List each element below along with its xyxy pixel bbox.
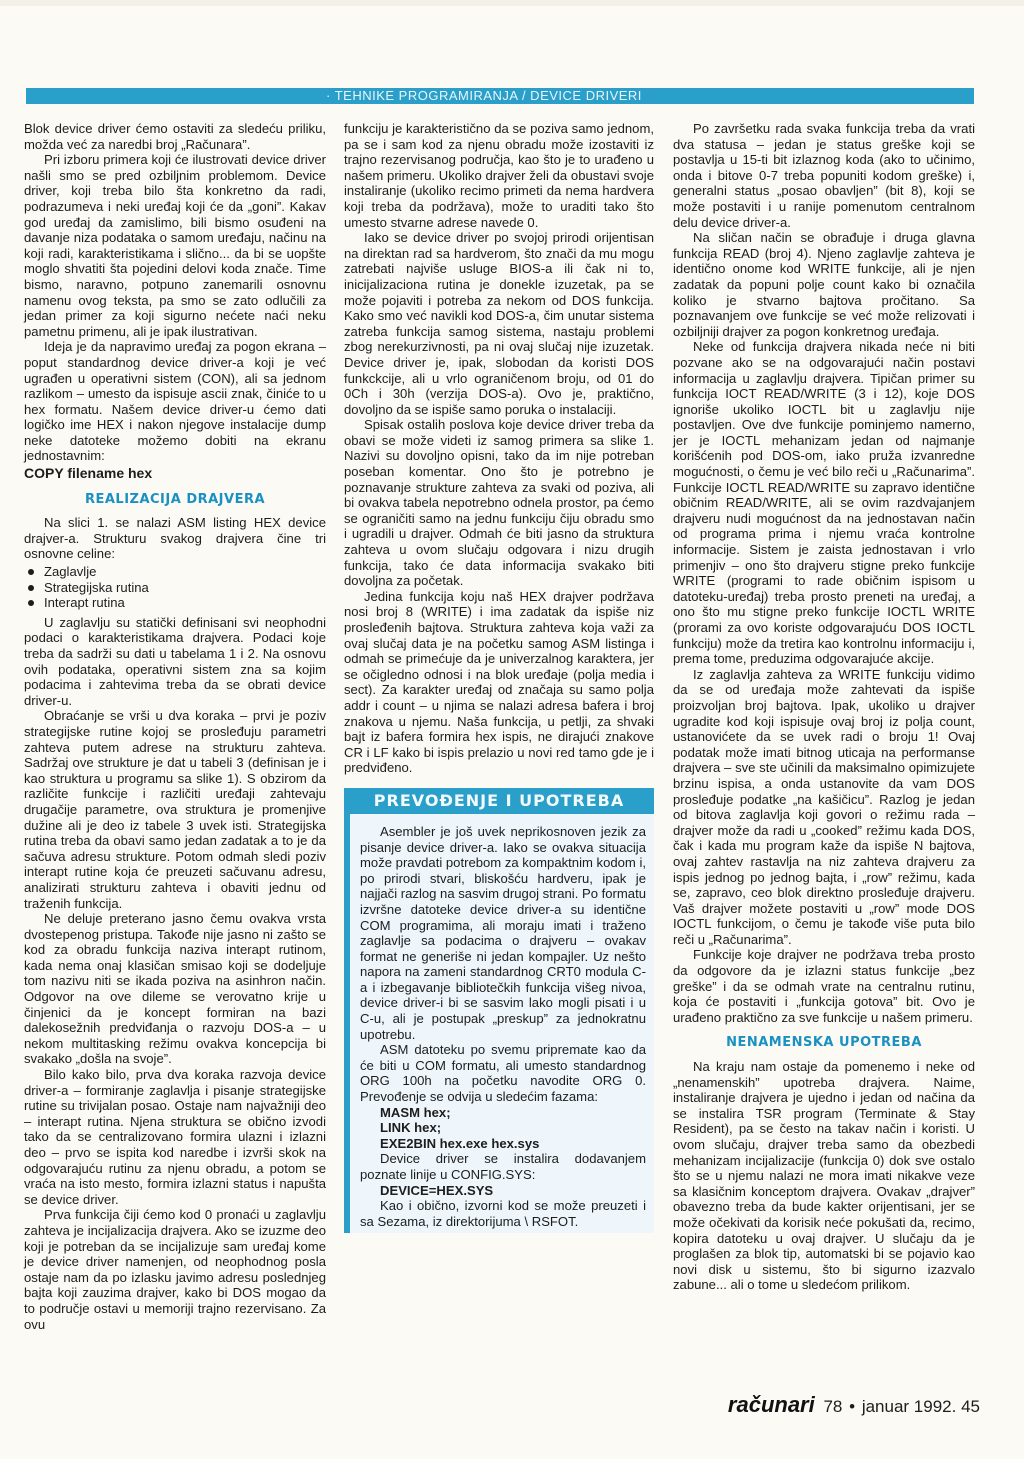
paragraph: Neke od funkcija drajvera nikada neće ni biti pozvane ako se na odgovarajući način postavi informacija u zaglavlju drajvera. Tipičan primer su funkcija IOCT READ/WRITE (3 i 12), koje DOS ignoriše ukoliko IOCTL bit u zaglavlju nije postavljen. Ove dve funkcije pominjemo namerno, jer je IOCTL mehanizam jedan od najmanje korišćenih pod DOS-om, iako pruža izvanredne mogućnosti, o čemu je već bilo reči u „Računarima”. Funkcije IOCTL READ/WRITE su zapravo identične običnim READ/WRITE, ali se ovim razdvajanjem drajveru nudi mogućnost da na jednostavan način od programa prima i njemu vraća kontrolne informacije. Sistem je zaista jednostavan i vrlo primenjiv – ono što drajveru stigne preko funkcije WRITE (programi to rade običnim ispisom u datoteku-uređaj) treba prosto preneti na uređaj, a ono što mu stigne preko funkcije IOCTL WRITE (prorami za ovo koriste odgovarajuću DOS IOCTL funkciju) može da tretira kao kontrolnu informaciju i, prema tome, preduzima odgovarajuće akcije. xyxy=(673,339,975,667)
paragraph: U zaglavlju su statički definisani svi neophodni podaci o karakteristikama drajvera. Podaci koje treba da sadrži su dati u tabelama 1 i 2. Na osnovu ovih podataka, operativni sistem zna sa kojim podacima i zahtevima treba da se obrati device driver-u. xyxy=(24,614,326,708)
list-item: Zaglavlje xyxy=(24,564,326,580)
paragraph: Pri izboru primera koji će ilustrovati device driver našli smo se pred ozbiljnim problemom. Device driver, koji treba bilo šta konkretno da radi, podrazumeva i neki uređaj koji će da „goni”. Kakav god uređaj da zamislimo, bili bismo osuđeni na davanje niza podataka o samom uređaju, načinu na koji radi, karakteristikama i slično... da bi se uopšte moglo shvatiti šta pojedini delovi koda znače. Time bismo, naravno, potpuno zanemarili osnovnu namenu ovog teksta, pa smo se zato odlučili za jedan primer za koji sigurno nećete naći neku pametnu primenu, ali je ipak ilustrativan. xyxy=(24,152,326,339)
command-example: COPY filename hex xyxy=(24,465,153,482)
section-heading: REALIZACIJA DRAJVERA xyxy=(84,491,266,507)
magazine-logo: računari xyxy=(727,1392,815,1417)
paragraph: Na sličan način se obrađuje i druga glavna funkcija READ (broj 4). Njeno zaglavlje zahteva je identično onome kod WRITE funkcije, ali je njen zadatak da popuni polje count kako bi označila koliko je stvarno bajtova pročitano. Sa poznavanjem ove funkcije se već može relizovati i ozbiljniji drajver za pogon konkretnog uređaja. xyxy=(673,230,975,339)
paragraph: Ne deluje preterano jasno čemu ovakva vrsta dvostepenog pristupa. Takođe nije jasno ni zašto se kod za obradu funkcija naziva interapt rutinom, kada nema onaj klasičan smisao koji se dodeljuje tom nazivu niti se ikada poziva na asinhron način. Odgovor na ove dileme se verovatno krije u činjenici da je koncept formiran na bazi dalekosežnih predviđanja o razvoju DOS-a – u nekom multitasking režimu ovakva koncepcija bi svakako „došla na svoje”. xyxy=(24,911,326,1067)
paragraph: Iako se device driver po svojoj prirodi orijentisan na direktan rad sa hardverom, što znači da mu mogu zatrebati najviše usluge BIOS-a ili čak ni to, inicijalizaciona rutina je donekle izuzetak, pa se može pojaviti i potreba za nekom od DOS funkcija. Kako smo već navikli kod DOS-a, čim unutar sistema zatreba funkcija samog sistema, nastaju problemi zbog nerekurzivnosti, pa ni ovaj slučaj nije izuzetak. Device driver je, ipak, slobodan da koristi DOS funkckcije, ali u vrlo ograničenom broju, od 01 do 0Ch i 30h (verzija DOS-a). Ovo je, praktično, dovoljno da se ispiše samo poruka o instalaciji. xyxy=(344,230,654,417)
page-top-edge xyxy=(0,0,1024,6)
paragraph: Bilo kako bilo, prva dva koraka razvoja device driver-a – formiranje zaglavlja i pisanje strategijske rutine su trivijalan posao. Ostaje nam najvažniji deo – interapt rutina. Njena struktura se obično izvodi tako da se centralizovano formira ulazni i izlazni deo – prvo se ispita kod naredbe i izvrši skok na odgovarajuću rutinu za njenu obradu, a potom se vraća na isto mesto, formira izlazni status i napušta se device driver. xyxy=(24,1067,326,1207)
issue-date: januar 1992. xyxy=(861,1397,957,1416)
section-title: · TEHNIKE PROGRAMIRANJA / DEVICE DRIVERI xyxy=(326,88,642,103)
paragraph: Obraćanje se vrši u dva koraka – prvi je poziv strategijske rutine kojoj se prosleđuju parametri zahteva putem adrese na strukturu zahteva. Sadržaj ove strukture je dat u tabeli 3 (definisan je i kao struktura u programu sa slike 1). S obzirom da različite funkcije i različiti uređaji zahtevaju drugačije parametre, ova struktura je promenjive dužine ali je deo iz tabele 3 uvek isti. Strategijska rutina treba da obavi samo jedan zadatak a to je da sačuva adresu strukture. Potom odmah sledi poziv interapt rutine koja će preuzeti sačuvanu adresu, analizirati strukturu zahteva i obaviti jednu od traženih funkcija. xyxy=(24,708,326,911)
command-line: LINK hex; xyxy=(380,1120,442,1136)
paragraph: Na slici 1. se nalazi ASM listing HEX device drajver-a. Strukturu svakog drajvera čine tri osnovne celine: xyxy=(24,515,326,562)
sidebar-box xyxy=(344,788,654,1233)
command-line: EXE2BIN hex.exe hex.sys xyxy=(380,1135,540,1151)
paragraph: Jedina funkcija koju naš HEX drajver podržava nosi broj 8 (WRITE) i ima zadatak da ispiše niz prosleđenih bajtova. Struktura zahteva koja važi za ovaj slučaj data je na početku samog ASM listinga i odmah se primećuje da je univerzalnog karaktera, jer se očigledno odnosi i na blok uređaje (polja media i sect). Za karakter uređaj od značaja su samo polja addr i count – u njima se nalazi adresa bafera i broj znakova u njemu. Naša funkcija, u petlji, za shvaki bajt iz bafera formira hex ispis, ne dirajući znakove CR i LF kako bi ispis prelazio u novi red tamo gde je i predviđeno. xyxy=(344,588,654,776)
paragraph: Asembler je još uvek neprikosnoven jezik za pisanje device driver-a. Iako se ovakva situacija može pravdati potrebom za kompaktnim kodom i, po prirodi stvari, bliskošću hardveru, ipak je najjači razlog na sasvim drugoj strani. Po formatu izvršne datoteke device driver-a su identične COM programima, ali moraju imati i traženo zaglavlje sa podacima o drajveru – ovakav format ne generiše ni jedan kompajler. Uz nešto napora na zameni standardnog CRT0 modula C-a i izbegavanje bibliotečkih funkcija višeg nivoa, device driver-i bi se sasvim lako mogli pisati i u C-u, ali je postupak „preskup” za jednokratnu upotrebu. xyxy=(360,823,647,1042)
paragraph: Na kraju nam ostaje da pomenemo i neke od „nenamenskih” upotreba drajvera. Naime, instaliranje drajvera je ujedno i jedan od načina da se instalira TSR program (Terminate & Stay Resident), pa se često na takav način i koristi. U ovom slučaju, drajver treba samo da obezbedi mehanizam incijalizacije (funkcija 0) dok sve ostalo što se u njemu nalazi ne mora imati nikakve veze sa klasičnim konceptom drajvera. Ovakav „drajver” obavezno treba da bude kakter orijentisani, jer se može očekivati da korisik neće pokušati da, recimo, kopira datoteku u ovaj drajver. U slučaju da je proglašen za blok tip, automatski bi se pojavio kao novi disk u sistemu, što bi sigurno izazvalo zabune... ali o tome u sledećom prilikom. xyxy=(673,1059,975,1293)
paragraph: Ideja je da napravimo uređaj za pogon ekrana – poput standardnog device driver-a koji je već ugrađen u operativni sistem (CON), ali sa jednom razlikom – umesto da ispisuje ascii znak, činiće to u hex formatu. Našem device driver-u ćemo dati logičko ime HEX i nakon njegove instalacije dump neke datoteke možemo dobiti na ekranu jednostavnim: xyxy=(24,339,326,464)
issue-number: 78 xyxy=(823,1397,843,1416)
section-heading: NENAMENSKA UPOTREBA xyxy=(726,1035,922,1051)
paragraph: ASM datoteku po svemu pripremate kao da će biti u COM formatu, ali umesto standardnog ORG 100h na početku navodite ORG 0. Prevođenje se odvija u sledećim fazama: xyxy=(360,1042,646,1105)
paragraph: Kao i obično, izvorni kod se može preuzeti i sa Sezama, iz direktorijuma \ RSFOT. xyxy=(360,1198,646,1229)
page-number: 45 xyxy=(961,1397,980,1416)
bullet-separator: • xyxy=(849,1397,856,1416)
paragraph: Device driver se instalira dodavanjem poznate linije u CONFIG.SYS: xyxy=(360,1151,646,1182)
list-item: Interapt rutina xyxy=(24,595,326,611)
list-item: Strategijska rutina xyxy=(24,580,326,596)
box-title: PREVOĐENJE I UPOTREBA xyxy=(344,788,654,814)
config-line: DEVICE=HEX.SYS xyxy=(380,1182,494,1198)
paragraph: Iz zaglavlja zahteva za WRITE funkciju vidimo da se od uređaja može zahtevati da ispiše proizvoljan broj bajtova. Ipak, ukoliko u drajver ugradite kod koji ispisuje ovaj broj iz polja count, ustanovićete da se uvek radi o broju 1! Ovaj podatak može imati bitnog uticaja na performanse drajvera – sve ste učinili da maksimalno opimizujete brzinu ispisa, a onda ustanovite da vam DOS prosleđuje podatke „na kašičicu”. Razlog je jedan od bitova zaglavlja koji govori o režimu rada – drajver može da radi u „cooked” režimu kada DOS, čak i kada mu program kaže da ispiše N bajtova, ovaj zahtev rastavlja na niz zahteva drajveru za ispis jednog po jednog bajta, i „row” režimu, kada se, zapravo, ceo blok direktno prosleđuje drajveru. Vaš drajver možete postaviti u „row” mode DOS IOCTL funkcijom, o čemu je takođe više puta bilo reči u „Računarima”. xyxy=(673,666,975,947)
section-header-bar xyxy=(26,88,974,104)
paragraph: Spisak ostalih poslova koje device driver treba da obavi se može videti iz samog primera sa slike 1. Nazivi su dovoljno opisni, tako da im nije potreban poseban komentar. Ono što je potrebno je poznavanje strukture zahteva za svaki od poziva, ali bi ovakva tabela nepotrebno odnela prostor, pa ćemo se ograničiti samo na jednu funkciju čiju obradu smo i ugradili u drajver. Odmah će biti jasno da struktura zahteva u ovom slučaju odgovara i nizu drugih funkcija, tako će data informacija svakako biti dovoljna za početak. xyxy=(344,417,654,589)
command-line: MASM hex; xyxy=(380,1104,451,1120)
paragraph: Blok device driver ćemo ostaviti za sledeću priliku, možda već za naredbi broj „Računara”. xyxy=(24,121,326,152)
paragraph: Po završetku rada svaka funkcija treba da vrati dva statusa – jedan je status greške koji se postavlja u 15-ti bit izlaznog koda (ako to učinimo, onda i bitove 0-7 treba popuniti kodom greške) i, generalni status „posao obavljen” (bit 8), koji se može postaviti i u ranije pomenutom centralnom delu device driver-a. xyxy=(673,121,975,230)
column-2 xyxy=(344,121,654,1233)
column-3 xyxy=(673,121,975,1293)
bullet-list xyxy=(24,564,326,611)
paragraph: funkciju je karakteristično da se poziva samo jednom, pa se i sam kod za njenu obradu može izostaviti iz trajno rezervisanog područja, kao što je to urađeno u našem primeru. Ukoliko drajver želi da obustavi svoje instaliranje (ukoliko recimo primeti da nema hardvera koji treba da podržava), može to uraditi tako što umesto stvarne adrese navede 0. xyxy=(344,121,654,230)
column-1 xyxy=(24,121,326,1332)
command-list xyxy=(360,1105,646,1152)
paragraph: Prva funkcija čiji ćemo kod 0 pronaći u zaglavlju zahteva je incijalizacija drajvera. Ako se izuzme deo koji je potreban da se incijalizuje sam uređaj kome je device driver namenjen, od neophodnog posla ostaje nam da po izlasku javimo adresu poslednjeg bajta koji zauzima drajver, kako bi DOS mogao da to područje ostavi u memoriji trajno rezervisano. Za ovu xyxy=(24,1207,326,1332)
page-footer xyxy=(700,1392,980,1418)
paragraph: Funkcije koje drajver ne podržava treba prosto da odgovore da je izlazni status funkcije „bez greške” i da se odmah vrate na centralnu rutinu, koja će postaviti i „funkcija gotova” bit. Ovo je urađeno praktično za sve funkcije u našem primeru. xyxy=(673,947,975,1025)
